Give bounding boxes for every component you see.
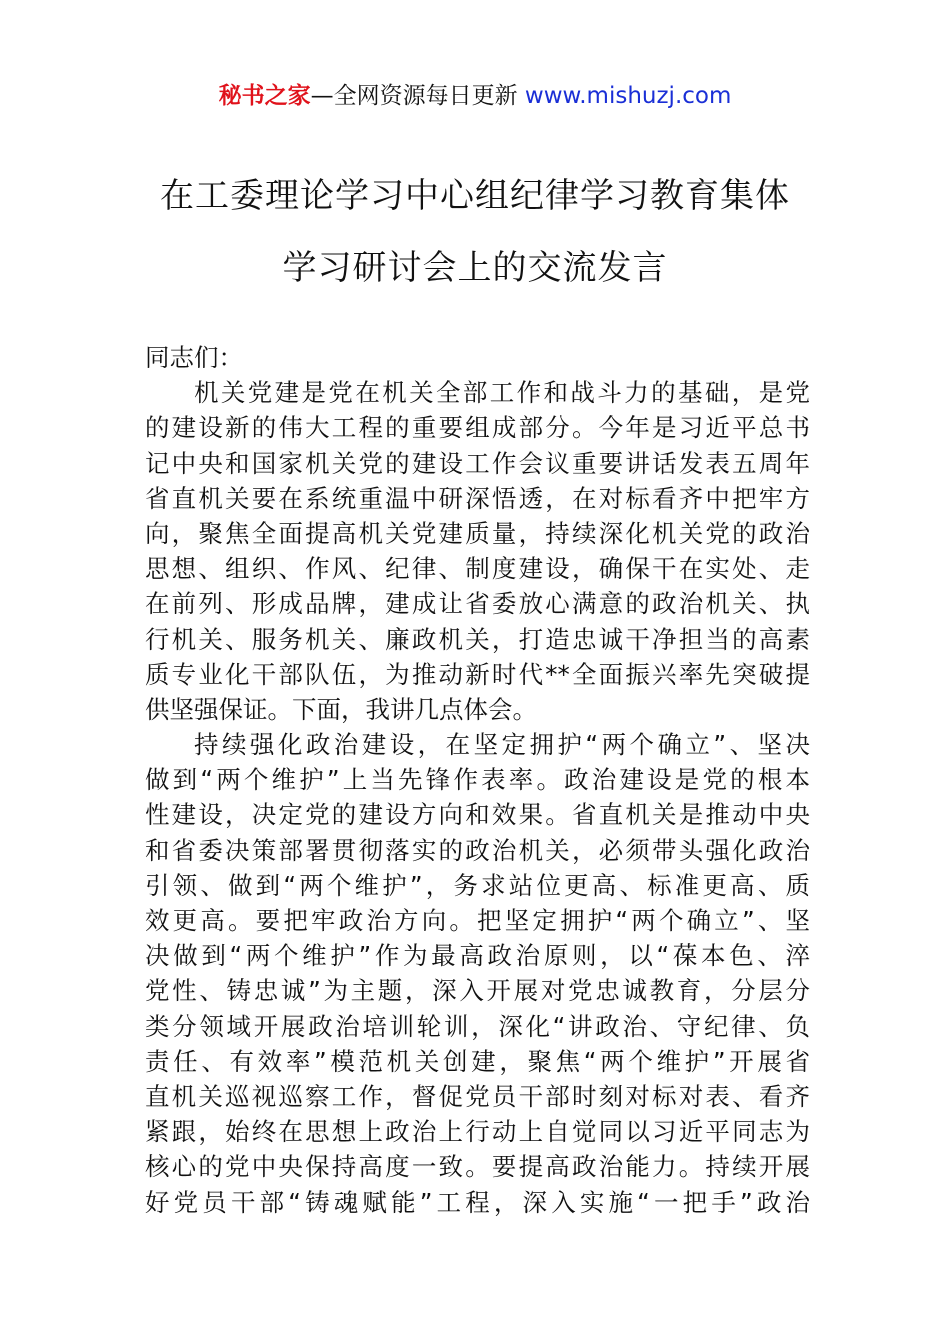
paragraph-line: 供坚强保证。下面，我讲几点体会。: [145, 694, 537, 724]
paragraph-line: 持续强化政治建设，在坚定拥护“两个确立”、坚决: [194, 730, 810, 760]
brand-name: 秘书之家: [218, 83, 311, 109]
paragraph-line: 记中央和国家机关党的建设工作会议重要讲话发表五周年: [145, 448, 810, 478]
salutation: 同志们：: [145, 343, 243, 372]
paragraph-2: [145, 727, 810, 1220]
paragraph-line: 思想、组织、作风、纪律、制度建设，确保干在实处、走: [145, 554, 810, 584]
paragraph-line: 的建设新的伟大工程的重要组成部分。今年是习近平总书: [145, 413, 810, 443]
document-body: [145, 340, 810, 1220]
paragraph-line: 行机关、服务机关、廉政机关，打造忠诚干净担当的高素: [145, 624, 810, 654]
paragraph-line: 责任、有效率”模范机关创建，聚焦“两个维护”开展省: [145, 1046, 810, 1076]
site-link[interactable]: www.mishuzj.com: [524, 83, 732, 109]
paragraph-line: 机关党建是党在机关全部工作和战斗力的基础，是党: [194, 378, 810, 408]
paragraph-line: 性建设，决定党的建设方向和效果。省直机关是推动中央: [145, 800, 810, 830]
page-header: [0, 80, 950, 112]
paragraph-line: 做到“两个维护”上当先锋作表率。政治建设是党的根本: [145, 765, 810, 795]
paragraph-line: 向，聚焦全面提高机关党建质量，持续深化机关党的政治: [145, 518, 810, 548]
paragraph-line: 好党员干部“铸魂赋能”工程，深入实施“一把手”政治: [145, 1187, 810, 1217]
paragraph-1: [145, 375, 810, 727]
paragraph-line: 引领、做到“两个维护”，务求站位更高、标准更高、质: [145, 870, 810, 900]
paragraph-line: 类分领域开展政治培训轮训，深化“讲政治、守纪律、负: [145, 1011, 810, 1041]
paragraph-line: 质专业化干部队伍，为推动新时代**全面振兴率先突破提: [145, 659, 810, 689]
header-tagline: —全网资源每日更新: [310, 83, 525, 109]
paragraph-line: 效更高。要把牢政治方向。把坚定拥护“两个确立”、坚: [145, 906, 810, 935]
paragraph-line: 党性、铸忠诚”为主题，深入开展对党忠诚教育，分层分: [145, 976, 810, 1006]
paragraph-line: 在前列、形成品牌，建成让省委放心满意的政治机关、执: [145, 589, 810, 619]
document-title: [100, 160, 850, 304]
paragraph-line: 紧跟，始终在思想上政治上行动上自觉同以习近平同志为: [145, 1117, 810, 1147]
paragraph-line: 核心的党中央保持高度一致。要提高政治能力。持续开展: [145, 1152, 810, 1182]
paragraph-line: 直机关巡视巡察工作，督促党员干部时刻对标对表、看齐: [145, 1081, 810, 1111]
paragraph-line: 决做到“两个维护”作为最高政治原则，以“葆本色、淬: [145, 941, 810, 971]
title-line-1: 在工委理论学习中心组纪律学习教育集体: [160, 176, 790, 216]
paragraph-line: 和省委决策部署贯彻落实的政治机关，必须带头强化政治: [145, 835, 810, 865]
paragraph-line: 省直机关要在系统重温中研深悟透，在对标看齐中把牢方: [145, 483, 810, 513]
title-line-2: 学习研讨会上的交流发言: [282, 248, 668, 288]
